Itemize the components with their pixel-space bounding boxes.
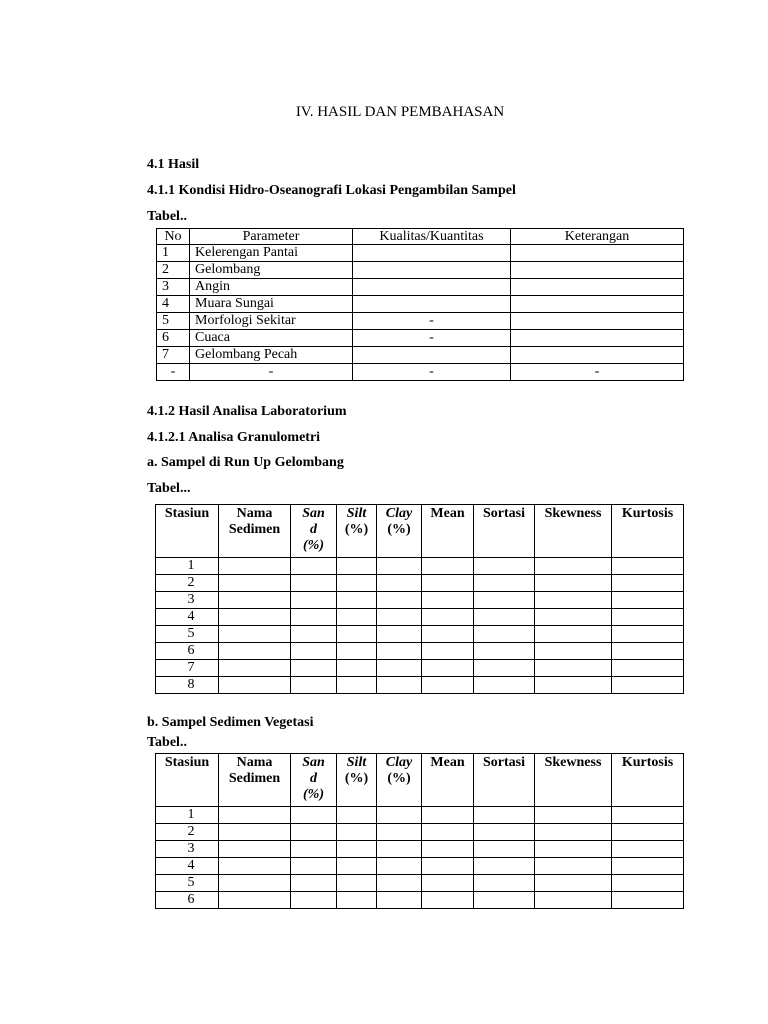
cell-empty: [474, 609, 535, 626]
cell-empty: [337, 892, 377, 909]
col-header-sand: [291, 505, 337, 558]
cell-kualitas: [353, 279, 511, 296]
header-sand-line2: d: [310, 771, 317, 786]
cell-empty: [291, 824, 337, 841]
cell-empty: [474, 807, 535, 824]
table-header-row: [156, 505, 684, 558]
cell-empty: [612, 660, 684, 677]
cell-empty: [377, 575, 422, 592]
header-sand-line2: d: [310, 522, 317, 537]
cell-empty: [474, 892, 535, 909]
cell-keterangan: [511, 296, 684, 313]
cell-empty: [219, 841, 291, 858]
cell-empty: [291, 575, 337, 592]
col-header-no: No: [157, 229, 190, 245]
table-row: [157, 347, 684, 364]
cell-empty: [612, 575, 684, 592]
table-row: [156, 660, 684, 677]
col-header-sortasi: [474, 754, 535, 807]
cell-empty: [612, 609, 684, 626]
cell-empty: [291, 660, 337, 677]
table-caption-3: Tabel..: [147, 735, 187, 750]
cell-kualitas: -: [353, 330, 511, 347]
cell-no: 6: [157, 330, 190, 347]
cell-empty: [219, 575, 291, 592]
table-row: [156, 807, 684, 824]
cell-parameter: Gelombang: [190, 262, 353, 279]
cell-empty: [219, 892, 291, 909]
col-header-silt: [337, 505, 377, 558]
cell-empty: [219, 592, 291, 609]
cell-empty: [337, 824, 377, 841]
cell-empty: [612, 677, 684, 694]
cell-empty: [219, 824, 291, 841]
cell-empty: [535, 592, 612, 609]
cell-empty: [535, 824, 612, 841]
cell-empty: [377, 558, 422, 575]
cell-keterangan: [511, 347, 684, 364]
header-nama-line1: Nama: [236, 506, 273, 521]
cell-stasiun: 6: [156, 892, 219, 909]
header-sand-line3: (%): [303, 538, 324, 553]
col-header-kurtosis: [612, 505, 684, 558]
table-row: [156, 892, 684, 909]
cell-empty: [337, 660, 377, 677]
cell-empty: [612, 643, 684, 660]
cell-empty: [422, 609, 474, 626]
col-header-nama-sedimen: [219, 505, 291, 558]
cell-stasiun: 4: [156, 609, 219, 626]
cell-empty: [422, 824, 474, 841]
cell-empty: [291, 875, 337, 892]
cell-empty: [474, 575, 535, 592]
cell-empty: [474, 643, 535, 660]
cell-empty: [219, 858, 291, 875]
cell-no: 4: [157, 296, 190, 313]
header-nama-line1: Nama: [236, 755, 273, 770]
cell-no: 1: [157, 245, 190, 262]
header-silt-line1: Silt: [346, 506, 367, 521]
cell-empty: [377, 643, 422, 660]
cell-empty: [474, 626, 535, 643]
table-row: [156, 609, 684, 626]
section-heading-4-1-2: 4.1.2 Hasil Analisa Laboratorium: [147, 404, 347, 419]
cell-parameter: Muara Sungai: [190, 296, 353, 313]
table-row: [156, 575, 684, 592]
cell-empty: [422, 875, 474, 892]
cell-empty: [291, 892, 337, 909]
header-clay-line1: Clay: [385, 755, 413, 770]
table-row: [156, 858, 684, 875]
cell-stasiun: 7: [156, 660, 219, 677]
cell-empty: [337, 558, 377, 575]
cell-stasiun: 2: [156, 575, 219, 592]
cell-empty: [474, 858, 535, 875]
cell-empty: [535, 892, 612, 909]
cell-empty: [337, 592, 377, 609]
cell-empty: [337, 626, 377, 643]
granulometry-vegetation-table: [155, 753, 684, 909]
cell-stasiun: 1: [156, 807, 219, 824]
cell-empty: [422, 643, 474, 660]
cell-empty: [377, 841, 422, 858]
cell-empty: [535, 643, 612, 660]
cell-empty: [377, 660, 422, 677]
header-stasiun-text: Stasiun: [164, 755, 210, 770]
cell-empty: [474, 677, 535, 694]
cell-kualitas: [353, 347, 511, 364]
table-row: [156, 643, 684, 660]
col-header-skewness: [535, 505, 612, 558]
cell-stasiun: 3: [156, 592, 219, 609]
col-header-skewness: [535, 754, 612, 807]
header-clay-line1: Clay: [385, 506, 413, 521]
cell-empty: [377, 875, 422, 892]
subsection-heading-b: b. Sampel Sedimen Vegetasi: [147, 715, 314, 730]
page-title: IV. HASIL DAN PEMBAHASAN: [295, 104, 505, 120]
cell-parameter: Morfologi Sekitar: [190, 313, 353, 330]
table-header-row: [157, 229, 684, 245]
cell-empty: [219, 643, 291, 660]
table-header-row: [156, 754, 684, 807]
cell-empty: [291, 677, 337, 694]
cell-keterangan: [511, 313, 684, 330]
cell-empty: [474, 875, 535, 892]
cell-empty: [291, 592, 337, 609]
col-header-kualitas: Kualitas/Kuantitas: [353, 229, 511, 245]
cell-empty: [612, 858, 684, 875]
cell-parameter: Kelerengan Pantai: [190, 245, 353, 262]
cell-kualitas: -: [353, 313, 511, 330]
cell-empty: [535, 677, 612, 694]
table-row: [157, 296, 684, 313]
cell-empty: [377, 807, 422, 824]
cell-empty: [535, 875, 612, 892]
cell-empty: [337, 858, 377, 875]
section-heading-4-1-2-1: 4.1.2.1 Analisa Granulometri: [147, 430, 321, 445]
cell-empty: [535, 609, 612, 626]
cell-empty: [535, 841, 612, 858]
cell-keterangan: [511, 245, 684, 262]
cell-stasiun: 5: [156, 626, 219, 643]
cell-no: 3: [157, 279, 190, 296]
col-header-mean: [422, 505, 474, 558]
header-stasiun-text: Stasiun: [164, 506, 210, 521]
header-kurtosis-text: Kurtosis: [621, 506, 674, 521]
cell-kualitas: [353, 262, 511, 279]
col-header-nama-sedimen: [219, 754, 291, 807]
cell-empty: [291, 609, 337, 626]
cell-empty: [422, 575, 474, 592]
table-row: [157, 330, 684, 347]
table-row: [157, 245, 684, 262]
header-kurtosis-text: Kurtosis: [621, 755, 674, 770]
cell-parameter: Angin: [190, 279, 353, 296]
col-header-stasiun: [156, 505, 219, 558]
cell-empty: [377, 824, 422, 841]
cell-empty: [337, 807, 377, 824]
cell-empty: [377, 609, 422, 626]
cell-stasiun: 2: [156, 824, 219, 841]
cell-kualitas: [353, 296, 511, 313]
cell-empty: [377, 677, 422, 694]
cell-empty: [291, 841, 337, 858]
table-row: [157, 279, 684, 296]
cell-empty: [219, 660, 291, 677]
cell-empty: [337, 677, 377, 694]
section-heading-4-1: 4.1 Hasil: [147, 157, 200, 172]
cell-empty: [474, 592, 535, 609]
cell-empty: [377, 592, 422, 609]
cell-empty: [612, 626, 684, 643]
cell-empty: [612, 892, 684, 909]
header-nama-line2: Sedimen: [228, 771, 281, 786]
header-clay-line2: (%): [387, 771, 411, 786]
cell-empty: [219, 677, 291, 694]
header-sand-line1: San: [302, 506, 325, 521]
cell-empty: [422, 858, 474, 875]
cell-empty: [422, 841, 474, 858]
cell-empty: [219, 875, 291, 892]
header-mean-text: Mean: [430, 755, 465, 770]
col-header-parameter: Parameter: [190, 229, 353, 245]
cell-empty: [377, 892, 422, 909]
header-nama-line2: Sedimen: [228, 522, 281, 537]
table-row: [156, 824, 684, 841]
cell-empty: [535, 858, 612, 875]
cell-empty: [474, 660, 535, 677]
cell-empty: [422, 807, 474, 824]
cell-empty: [535, 626, 612, 643]
cell-empty: [377, 858, 422, 875]
col-header-clay: [377, 505, 422, 558]
table-row: [157, 364, 684, 381]
col-header-sortasi: [474, 505, 535, 558]
cell-no: 2: [157, 262, 190, 279]
cell-empty: [535, 807, 612, 824]
table-caption-2: Tabel...: [147, 481, 191, 496]
cell-empty: [612, 875, 684, 892]
cell-empty: [377, 626, 422, 643]
col-header-kurtosis: [612, 754, 684, 807]
cell-empty: [337, 609, 377, 626]
cell-empty: [219, 558, 291, 575]
table-row: [156, 841, 684, 858]
table-row: [156, 875, 684, 892]
table-caption-1: Tabel..: [147, 209, 187, 224]
cell-parameter: Cuaca: [190, 330, 353, 347]
cell-empty: [535, 575, 612, 592]
header-skewness-text: Skewness: [544, 506, 602, 521]
cell-empty: [612, 592, 684, 609]
cell-stasiun: 3: [156, 841, 219, 858]
cell-empty: [535, 558, 612, 575]
header-sortasi-text: Sortasi: [483, 506, 525, 521]
col-header-stasiun: [156, 754, 219, 807]
cell-empty: [422, 660, 474, 677]
cell-empty: [474, 841, 535, 858]
cell-empty: [219, 626, 291, 643]
cell-stasiun: 5: [156, 875, 219, 892]
cell-empty: [612, 558, 684, 575]
cell-empty: [337, 875, 377, 892]
cell-empty: [291, 626, 337, 643]
section-heading-4-1-1: 4.1.1 Kondisi Hidro-Oseanografi Lokasi Pengambilan Sampel: [147, 183, 516, 198]
cell-keterangan: -: [511, 364, 684, 381]
cell-keterangan: [511, 330, 684, 347]
cell-keterangan: [511, 262, 684, 279]
hydro-oceanography-table: [156, 228, 684, 381]
granulometry-run-up-table: [155, 504, 684, 694]
cell-stasiun: 4: [156, 858, 219, 875]
header-silt-line1: Silt: [346, 755, 367, 770]
header-sortasi-text: Sortasi: [483, 755, 525, 770]
cell-empty: [337, 575, 377, 592]
table-row: [156, 626, 684, 643]
subsection-heading-a: a. Sampel di Run Up Gelombang: [147, 455, 344, 470]
cell-empty: [612, 841, 684, 858]
cell-parameter: Gelombang Pecah: [190, 347, 353, 364]
table-row: [156, 558, 684, 575]
header-silt-line2: (%): [344, 522, 369, 537]
header-sand-line3: (%): [303, 787, 324, 802]
cell-no: 7: [157, 347, 190, 364]
table-row: [157, 262, 684, 279]
header-skewness-text: Skewness: [544, 755, 602, 770]
cell-empty: [219, 609, 291, 626]
cell-empty: [337, 643, 377, 660]
cell-empty: [474, 558, 535, 575]
cell-empty: [337, 841, 377, 858]
header-mean-text: Mean: [430, 506, 465, 521]
col-header-keterangan: Keterangan: [511, 229, 684, 245]
cell-stasiun: 6: [156, 643, 219, 660]
cell-empty: [422, 892, 474, 909]
cell-stasiun: 1: [156, 558, 219, 575]
cell-empty: [422, 677, 474, 694]
col-header-sand: [291, 754, 337, 807]
cell-kualitas: -: [353, 364, 511, 381]
table-row: [156, 592, 684, 609]
cell-kualitas: [353, 245, 511, 262]
cell-empty: [291, 558, 337, 575]
cell-no: 5: [157, 313, 190, 330]
col-header-clay: [377, 754, 422, 807]
header-clay-line2: (%): [387, 522, 411, 537]
cell-empty: [291, 807, 337, 824]
cell-empty: [474, 824, 535, 841]
cell-empty: [612, 807, 684, 824]
cell-empty: [422, 626, 474, 643]
cell-empty: [422, 592, 474, 609]
header-sand-line1: San: [302, 755, 325, 770]
col-header-silt: [337, 754, 377, 807]
cell-empty: [612, 824, 684, 841]
table-row: [156, 677, 684, 694]
cell-empty: [219, 807, 291, 824]
cell-keterangan: [511, 279, 684, 296]
cell-stasiun: 8: [156, 677, 219, 694]
cell-empty: [291, 643, 337, 660]
cell-parameter: -: [190, 364, 353, 381]
table-row: [157, 313, 684, 330]
cell-empty: [291, 858, 337, 875]
cell-empty: [535, 660, 612, 677]
cell-empty: [422, 558, 474, 575]
header-silt-line2: (%): [344, 771, 369, 786]
cell-no: -: [157, 364, 190, 381]
col-header-mean: [422, 754, 474, 807]
